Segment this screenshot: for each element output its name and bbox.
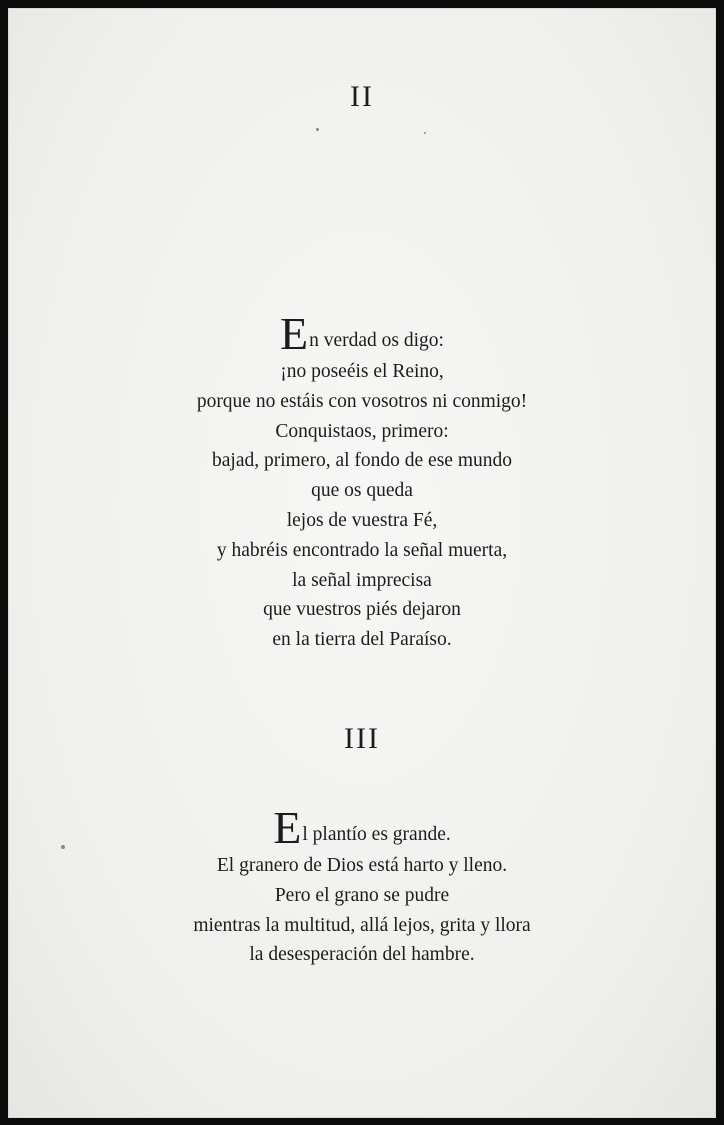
poem-line: ¡no poseéis el Reino,: [280, 361, 444, 382]
poem-line: que os queda: [311, 480, 413, 502]
poem-line: en la tierra del Paraíso.: [272, 629, 452, 651]
poem-line: la desesperación del hambre.: [249, 944, 475, 966]
poem-line: bajad, primero, al fondo de ese mundo: [212, 450, 512, 472]
paper-speck: [424, 132, 426, 134]
poem-line: y habréis encontrado la señal muerta,: [216, 539, 508, 561]
drop-cap: E: [280, 308, 309, 359]
paper-speck: [316, 128, 319, 131]
drop-cap: E: [273, 802, 302, 853]
poem-first-line-text: l plantío es grande.: [302, 824, 451, 845]
poem-first-line: [0, 802, 724, 853]
poem-line: El granero de Dios está harto y lleno.: [216, 855, 508, 876]
poem-line: Pero el grano se pudre: [274, 884, 450, 906]
poem-line: la señal imprecisa: [292, 569, 432, 591]
section-numeral-iii: III: [344, 722, 380, 755]
poem-line: que vuestros piés dejaron: [263, 599, 461, 621]
section-numeral-ii: II: [350, 80, 374, 113]
poem-section-ii: [0, 308, 724, 655]
poem-line: lejos de vuestra Fé,: [286, 509, 438, 531]
poem-first-line: [0, 308, 724, 359]
poem-section-iii: [0, 802, 724, 970]
poem-line: mientras la multitud, allá lejos, grita y llora: [193, 914, 531, 936]
poem-line: porque no estáis con vosotros ni conmigo!: [196, 390, 528, 412]
poem-line: Conquistaos, primero:: [275, 420, 449, 442]
poem-first-line-text: n verdad os digo:: [309, 330, 444, 351]
